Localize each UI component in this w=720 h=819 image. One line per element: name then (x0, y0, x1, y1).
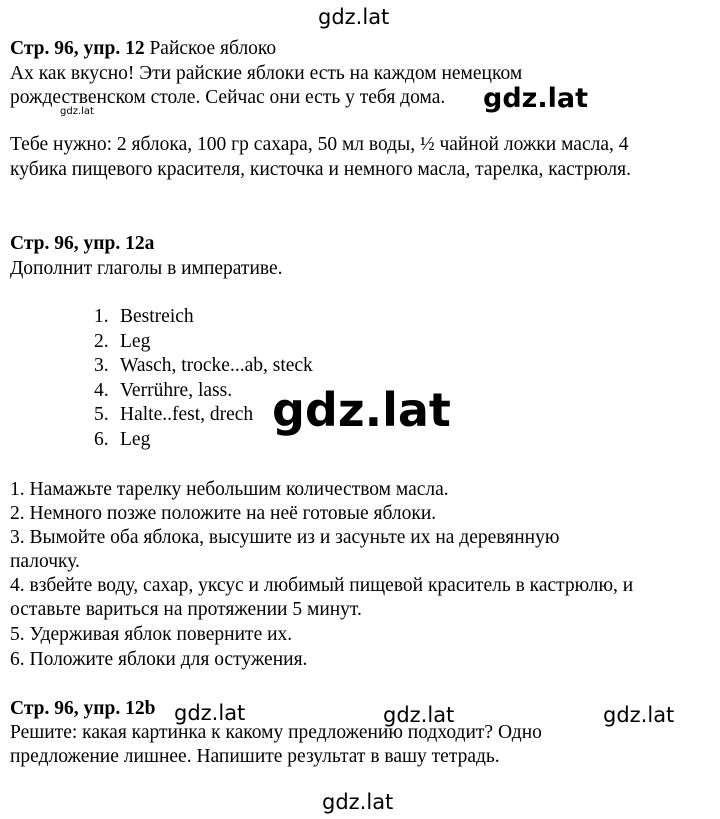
list-item-text: Halte..fest, drech (120, 404, 254, 425)
translation-line-7: 5. Удерживая яблок поверните их. (10, 624, 293, 645)
watermark-bottom-row-3: gdz.lat (603, 703, 675, 727)
list-item (94, 379, 232, 403)
section2-instruction: Дополнит глаголы в императиве. (10, 258, 283, 279)
section1-line-1: Ах как вкусно! Эти райские яблоки есть на каждом немецком (10, 63, 523, 84)
watermark-top: gdz.lat (318, 5, 390, 29)
section1-heading-line (10, 37, 276, 61)
translation-line-1: 1. Намажьте тарелку небольшим количеством масла. (10, 479, 449, 500)
list-item-number: 2. (94, 331, 109, 352)
section1-heading: Стр. 96, упр. 12 (10, 38, 145, 59)
translation-line-5: 4. взбейте воду, сахар, уксус и любимый пищевой краситель в кастрюлю, и (10, 575, 634, 596)
section3-line-2: предложение лишнее. Напишите результат в вашу тетрадь. (10, 746, 500, 767)
list-item (94, 403, 253, 427)
watermark-center-large: gdz.lat (272, 383, 451, 437)
list-item-text: Leg (120, 429, 151, 450)
list-item-number: 5. (94, 404, 109, 425)
watermark-bold-inline: gdz.lat (483, 83, 589, 114)
translation-line-6: оставьте вариться на протяжении 5 минут. (10, 599, 362, 620)
watermark-bottom-row-2: gdz.lat (383, 703, 455, 727)
section3-heading: Стр. 96, упр. 12b (10, 698, 156, 719)
list-item-text: Wasch, trocke...ab, steck (120, 355, 313, 376)
watermark-small-inline: gdz.lat (60, 106, 94, 117)
watermark-footer: gdz.lat (322, 790, 394, 814)
list-item-number: 3. (94, 355, 109, 376)
section1-line-3: Тебе нужно: 2 яблока, 100 гр сахара, 50 мл воды, ½ чайной ложки масла, 4 (10, 134, 629, 155)
section2-heading: Стр. 96, упр. 12а (10, 233, 155, 254)
list-item-text: Bestreich (120, 306, 194, 327)
list-item-text: Leg (120, 331, 151, 352)
list-item (94, 305, 194, 329)
section1-title: Райское яблоко (149, 38, 277, 59)
list-item-text: Verrühre, lass. (120, 380, 233, 401)
list-item (94, 354, 313, 378)
section1-line-4: кубика пищевого красителя, кисточка и немного масла, тарелка, кастрюля. (10, 159, 631, 180)
translation-line-2: 2. Немного позже положите на неё готовые яблоки. (10, 503, 437, 524)
section1-line-2: рождественском столе. Сейчас они есть у тебя дома. (10, 87, 446, 108)
translation-line-8: 6. Положите яблоки для остужения. (10, 649, 308, 670)
translation-line-4: палочку. (10, 551, 80, 572)
list-item (94, 428, 150, 452)
list-item-number: 1. (94, 306, 109, 327)
section3-line-1: Решите: какая картинка к какому предложению подходит? Одно (10, 722, 542, 743)
translation-line-3: 3. Вымойте оба яблока, высушите из и засуньте их на деревянную (10, 527, 560, 548)
watermark-bottom-row-1: gdz.lat (174, 701, 246, 725)
list-item-number: 6. (94, 429, 109, 450)
list-item (94, 330, 150, 354)
list-item-number: 4. (94, 380, 109, 401)
